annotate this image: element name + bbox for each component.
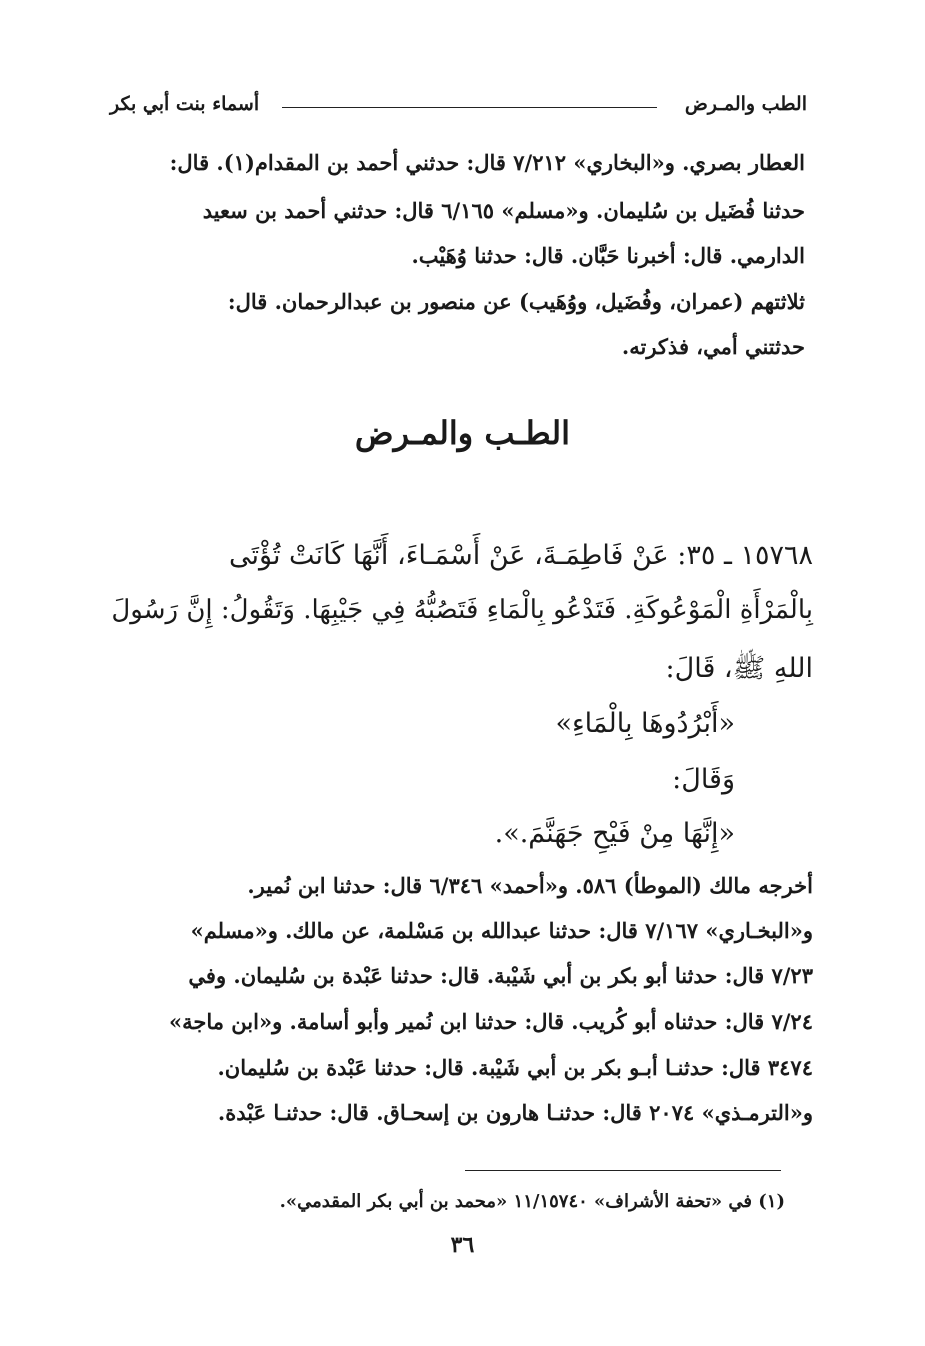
narration-line: حدثتني أمي، فذكرته. [621, 334, 805, 359]
hadith-line: وَقَالَ: [672, 764, 735, 795]
takhrij-line: و«الترمـذي» ٢٠٧٤ قال: حدثنـا هارون بن إسحـاق. قال: حدثنـا عَبْدة. [217, 1100, 813, 1125]
takhrij-line: ٧/٢٤ قال: حدثناه أبو كُريب. قال: حدثنا ابن نُمير وأبو أسامة. و«ابن ماجة» [168, 1009, 813, 1034]
narration-line: الدارمي. قال: أخبرنا حَبَّان. قال: حدثنا وُهَيْب. [411, 243, 805, 268]
takhrij-line: ٣٤٧٤ قال: حدثنـا أبـو بكر بن أبي شَيْبة. قال: حدثنا عَبْدة بن سُليمان. [217, 1055, 813, 1080]
takhrij-line: أخرجه مالك (الموطأ) ٥٨٦. و«أحمد» ٦/٣٤٦ قال: حدثنا ابن نُمير. [247, 873, 813, 898]
hadith-line: ١٥٧٦٨ ـ ٣٥: عَنْ فَاطِمَـةَ، عَنْ أَسْمَـاءَ، أَنَّهَا كَانَتْ تُؤْتَى [228, 540, 813, 571]
section-heading: الطـب والمـرض [354, 414, 571, 452]
hadith-line: اللهِ ﷺ، قَالَ: [665, 653, 813, 684]
hadith-line: بِالْمَرْأَةِ الْمَوْعُوكَةِ. فَتَدْعُو بِالْمَاءِ فَتَصُبُّهُ فِي جَيْبِهَا. وَتَقُولُ: إِنَّ رَسُولَ [111, 595, 813, 625]
narration-line: ثلاثتهم (عمران، وفُضَيل، ووُهَيب) عن منصور بن عبدالرحمان. قال: [227, 289, 805, 314]
running-header-chapter: الطب والمـرض [684, 93, 807, 115]
page-number: ٣٦ [450, 1232, 475, 1258]
takhrij-line: ٧/٢٣ قال: حدثنا أبو بكر بن أبي شَيْبة. قال: حدثنا عَبْدة بن سُليمان. وفي [188, 963, 813, 988]
hadith-quote: «أَبْرُدُوهَا بِالْمَاءِ» [555, 708, 735, 739]
narration-line: العطار بصري. و«البخاري» ٧/٢١٢ قال: حدثني أحمد بن المقدام(١). قال: [169, 150, 805, 175]
footnote-rule [465, 1170, 781, 1171]
takhrij-line: و«البخـاري» ٧/١٦٧ قال: حدثنا عبدالله بن مَسْلمة، عن مالك. و«مسلم» [190, 918, 813, 943]
hadith-quote: «إِنَّهَا مِنْ فَيْحِ جَهَنَّمَ.». [494, 818, 735, 849]
narration-line: حدثنا فُضَيل بن سُليمان. و«مسلم» ٦/١٦٥ قال: حدثني أحمد بن سعيد [202, 198, 805, 223]
running-header-book: أسماء بنت أبي بكر [110, 93, 260, 115]
footnote: (١) في «تحفة الأشراف» ١١/١٥٧٤٠ «محمد بن أبي بكر المقدمي». [279, 1191, 785, 1212]
header-rule [282, 107, 657, 108]
